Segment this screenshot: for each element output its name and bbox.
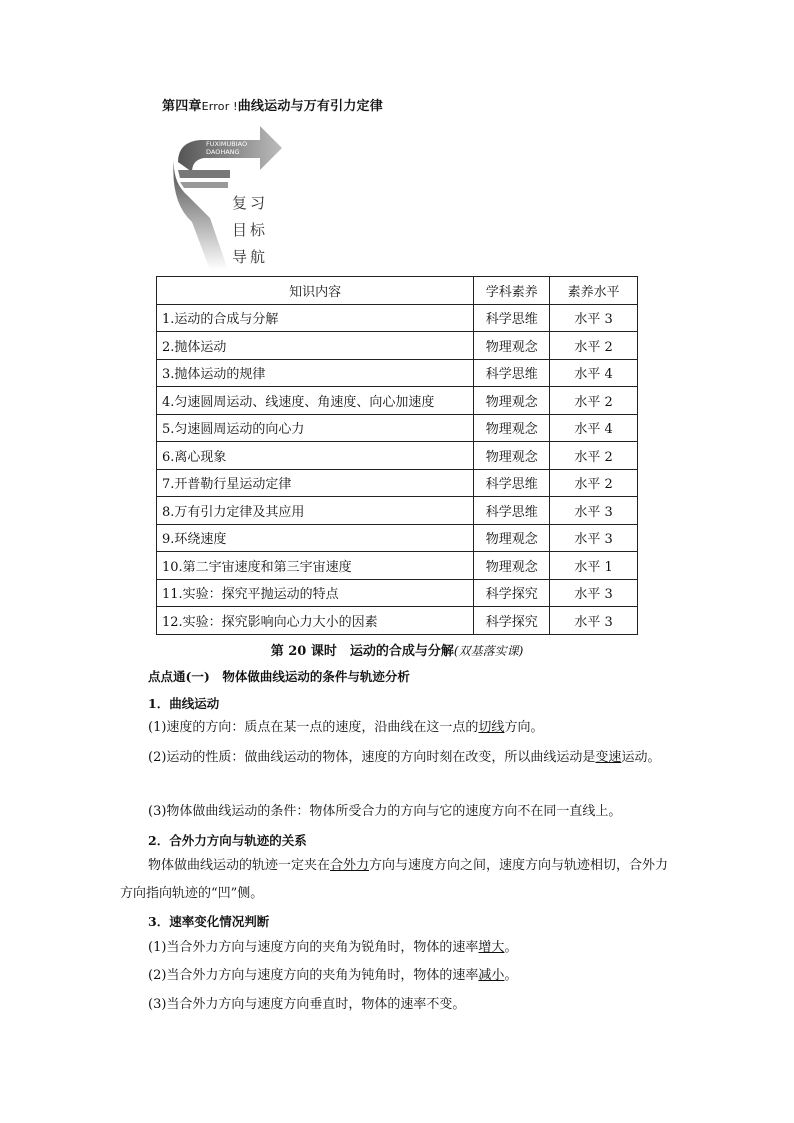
chapter-title xyxy=(162,95,383,114)
cell-literacy: 物理观念 xyxy=(474,524,550,552)
table-row xyxy=(157,497,638,525)
cell-level: 水平 3 xyxy=(550,579,638,607)
p2-pre: (2)运动的性质：做曲线运动的物体，速度的方向时刻在改变，所以曲线运动是 xyxy=(148,750,596,765)
cell-knowledge: 12.实验：探究影响向心力大小的因素 xyxy=(157,607,474,635)
cell-literacy: 科学思维 xyxy=(474,359,550,387)
table-row xyxy=(157,304,638,332)
table-row xyxy=(157,552,638,580)
logo-cn-line2: 目标 xyxy=(232,221,269,239)
section-title: 点点通(一) 物体做曲线运动的条件与轨迹分析 xyxy=(148,669,410,684)
cell-level: 水平 3 xyxy=(550,607,638,635)
cell-knowledge: 6.离心现象 xyxy=(157,442,474,470)
chapter-error-text: Error ! xyxy=(201,100,238,113)
knowledge-table xyxy=(156,276,638,635)
p2-post: 运动。 xyxy=(621,750,661,765)
cell-literacy: 科学探究 xyxy=(474,579,550,607)
cell-knowledge: 1.运动的合成与分解 xyxy=(157,304,474,332)
cell-level: 水平 2 xyxy=(550,332,638,360)
table-row xyxy=(157,387,638,415)
p5-pre: (1)当合外力方向与速度方向的夹角为锐角时，物体的速率 xyxy=(148,940,479,955)
p6-post: 。 xyxy=(504,968,518,983)
cell-level: 水平 3 xyxy=(550,524,638,552)
cell-literacy: 物理观念 xyxy=(474,332,550,360)
header-knowledge: 知识内容 xyxy=(157,277,474,305)
paragraph-obtuse-angle xyxy=(148,962,678,990)
p1-pre: (1)速度的方向：质点在某一点的速度，沿曲线在这一点的 xyxy=(148,720,479,735)
table-row xyxy=(157,579,638,607)
cell-knowledge: 8.万有引力定律及其应用 xyxy=(157,497,474,525)
paragraph-acute-angle xyxy=(148,934,678,962)
cell-knowledge: 4.匀速圆周运动、线速度、角速度、向心加速度 xyxy=(157,387,474,415)
chapter-prefix: 第四章 xyxy=(162,99,202,114)
table-row xyxy=(157,524,638,552)
cell-knowledge: 7.开普勒行星运动定律 xyxy=(157,469,474,497)
heading-speed-change: 3．速率变化情况判断 xyxy=(148,914,270,929)
p1-underline: 切线 xyxy=(478,720,505,735)
p6-underline: 减小 xyxy=(478,968,505,983)
table-row xyxy=(157,332,638,360)
p1-post: 方向。 xyxy=(504,720,544,735)
paragraph-perpendicular: (3)当合外力方向与速度方向垂直时，物体的速率不变。 xyxy=(148,997,466,1012)
cell-knowledge: 9.环绕速度 xyxy=(157,524,474,552)
chapter-suffix: 曲线运动与万有引力定律 xyxy=(237,99,383,114)
p2-underline: 变速 xyxy=(595,750,622,765)
p4-b: 方向与速度方向之间，速度方向与轨迹相切，合外力方向指向轨迹的“凹”侧。 xyxy=(120,858,669,901)
paragraph-curve-condition: (3)物体做曲线运动的条件：物体所受合力的方向与它的速度方向不在同一直线上。 xyxy=(148,804,622,819)
cell-literacy: 物理观念 xyxy=(474,442,550,470)
p4-a: 物体做曲线运动的轨迹一定夹在 xyxy=(148,858,331,873)
paragraph-velocity-direction xyxy=(148,714,678,742)
cell-knowledge: 3.抛体运动的规律 xyxy=(157,359,474,387)
table-row xyxy=(157,359,638,387)
cell-level: 水平 3 xyxy=(550,304,638,332)
cell-level: 水平 1 xyxy=(550,552,638,580)
cell-knowledge: 10.第二宇宙速度和第三宇宙速度 xyxy=(157,552,474,580)
cell-literacy: 物理观念 xyxy=(474,387,550,415)
table-row xyxy=(157,469,638,497)
cell-level: 水平 4 xyxy=(550,414,638,442)
cell-knowledge: 5.匀速圆周运动的向心力 xyxy=(157,414,474,442)
p4-underline: 合外力 xyxy=(330,858,370,873)
cell-level: 水平 3 xyxy=(550,497,638,525)
cell-level: 水平 4 xyxy=(550,359,638,387)
cell-knowledge: 2.抛体运动 xyxy=(157,332,474,360)
logo-en-line2: DAOHANG xyxy=(206,148,240,156)
logo-en-line1: FUXIMUBIAO xyxy=(206,140,248,148)
cell-literacy: 科学探究 xyxy=(474,607,550,635)
lesson-title xyxy=(0,640,794,659)
p6-pre: (2)当合外力方向与速度方向的夹角为钝角时，物体的速率 xyxy=(148,968,479,983)
cell-level: 水平 2 xyxy=(550,387,638,415)
heading-force-trajectory: 2．合外力方向与轨迹的关系 xyxy=(148,833,307,848)
cell-literacy: 科学思维 xyxy=(474,469,550,497)
heading-curvilinear-motion: 1．曲线运动 xyxy=(148,696,220,711)
p5-post: 。 xyxy=(504,940,518,955)
lesson-title-text: 第 20 课时 运动的合成与分解 xyxy=(270,644,454,659)
logo-cn-line3: 导航 xyxy=(232,248,269,266)
cell-literacy: 科学思维 xyxy=(474,497,550,525)
paragraph-force-trajectory xyxy=(120,852,680,908)
cell-literacy: 物理观念 xyxy=(474,414,550,442)
header-literacy: 学科素养 xyxy=(474,277,550,305)
table-row xyxy=(157,607,638,635)
cell-knowledge: 11.实验：探究平抛运动的特点 xyxy=(157,579,474,607)
logo-cn-line1: 复习 xyxy=(232,194,269,212)
paragraph-motion-nature xyxy=(120,744,680,772)
cell-literacy: 科学思维 xyxy=(474,304,550,332)
cell-level: 水平 2 xyxy=(550,469,638,497)
header-level: 素养水平 xyxy=(550,277,638,305)
cell-literacy: 物理观念 xyxy=(474,552,550,580)
lesson-subtitle: (双基落实课) xyxy=(453,644,524,658)
table-row xyxy=(157,442,638,470)
p5-underline: 增大 xyxy=(478,940,505,955)
cell-level: 水平 2 xyxy=(550,442,638,470)
table-header-row xyxy=(157,277,638,305)
table-row xyxy=(157,414,638,442)
